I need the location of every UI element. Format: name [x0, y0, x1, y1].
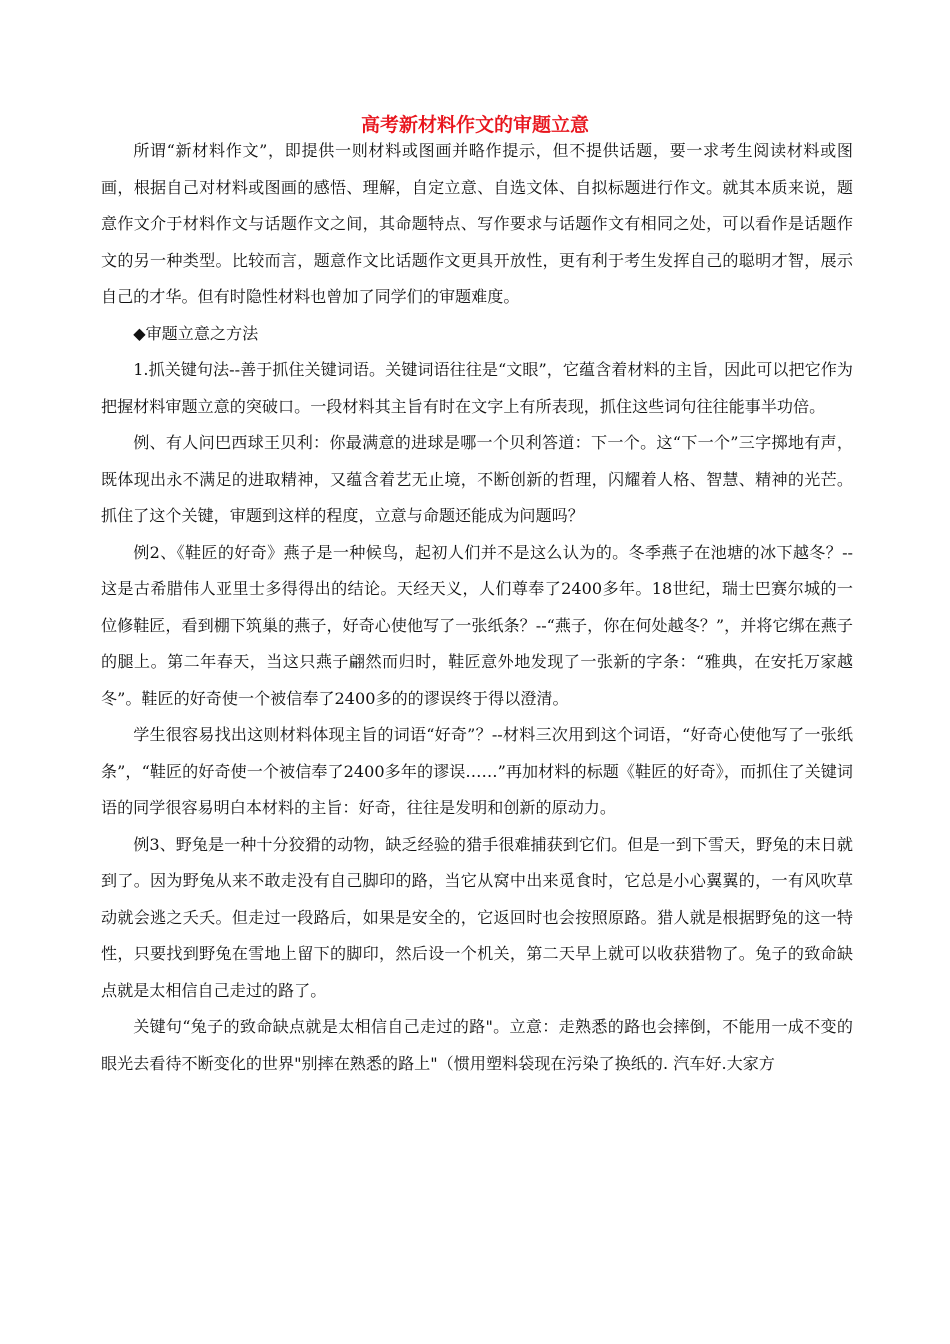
paragraph-analysis-2: 学生很容易找出这则材料体现主旨的词语“好奇”？--材料三次用到这个词语，“好奇心使他写了一张纸条”，“鞋匠的好奇使一个被信奉了2400多年的谬误……”再加材料的标题《鞋匠的好奇》，而抓住了关键词语的同学很容易明白本材料的主旨：好奇，往往是发明和创新的原动力。 [101, 725, 853, 817]
paragraph-example-2: 例2、《鞋匠的好奇》燕子是一种候鸟，起初人们并不是这么认为的。冬季燕子在池塘的冰下越冬？--这是古希腊伟人亚里士多得得出的结论。天经天义，人们尊奉了2400多年。18世纪，瑞士巴赛尔城的一位修鞋匠，看到棚下筑巢的燕子，好奇心使他写了一张纸条？--“燕子，你在何处越冬？”，并将它绑在燕子的腿上。第二年春天，当这只燕子翩然而归时，鞋匠意外地发现了一张新的字条：“雅典，在安托万家越冬”。鞋匠的好奇使一个被信奉了2400多的的谬误终于得以澄清。 [101, 542, 853, 708]
paragraph-analysis-3: 关键句“兔子的致命缺点就是太相信自己走过的路"。立意：走熟悉的路也会摔倒，不能用一成不变的眼光去看待不断变化的世界"别摔在熟悉的路上"（惯用塑料袋现在污染了换纸的. 汽车好.大家方 [101, 1017, 853, 1073]
document-body [101, 133, 853, 1082]
document-title: 高考新材料作文的审题立意 [360, 114, 589, 136]
paragraph-method-1: 1.抓关键句法--善于抓住关键词语。关键词语往往是“文眼”，它蕴含着材料的主旨，因此可以把它作为把握材料审题立意的突破口。一段材料其主旨有时在文字上有所表现，抓住这些词句往往能事半功倍。 [101, 360, 853, 416]
paragraph-example-3: 例3、野兔是一种十分狡猾的动物，缺乏经验的猎手很难捕获到它们。但是一到下雪天，野兔的末日就到了。因为野兔从来不敢走没有自己脚印的路，当它从窝中出来觅食时，它总是小心翼翼的，一有风吹草动就会逃之夭夭。但走过一段路后，如果是安全的，它返回时也会按照原路。猎人就是根据野兔的这一特性，只要找到野兔在雪地上留下的脚印，然后设一个机关，第二天早上就可以收获猎物了。兔子的致命缺点就是太相信自己走过的路了。 [101, 834, 853, 1000]
paragraph-example-1: 例、有人问巴西球王贝利：你最满意的进球是哪一个贝利答道：下一个。这“下一个”三字掷地有声，既体现出永不满足的进取精神，又蕴含着艺无止境，不断创新的哲理，闪耀着人格、智慧、精神的光芒。抓住了这个关键，审题到这样的程度，立意与命题还能成为问题吗？ [101, 433, 853, 525]
section-heading: ◆审题立意之方法 [133, 323, 259, 343]
paragraph-intro: 所谓“新材料作文”，即提供一则材料或图画并略作提示，但不提供话题，要一求考生阅读材料或图画，根据自己对材料或图画的感悟、理解，自定立意、自选文体、自拟标题进行作文。就其本质来说，题意作文介于材料作文与话题作文之间，其命题特点、写作要求与话题作文有相同之处，可以看作是话题作文的另一种类型。比较而言，题意作文比话题作文更具开放性，更有利于考生发挥自己的聪明才智，展示自己的才华。但有时隐性材料也曾加了同学们的审题难度。 [101, 141, 853, 306]
